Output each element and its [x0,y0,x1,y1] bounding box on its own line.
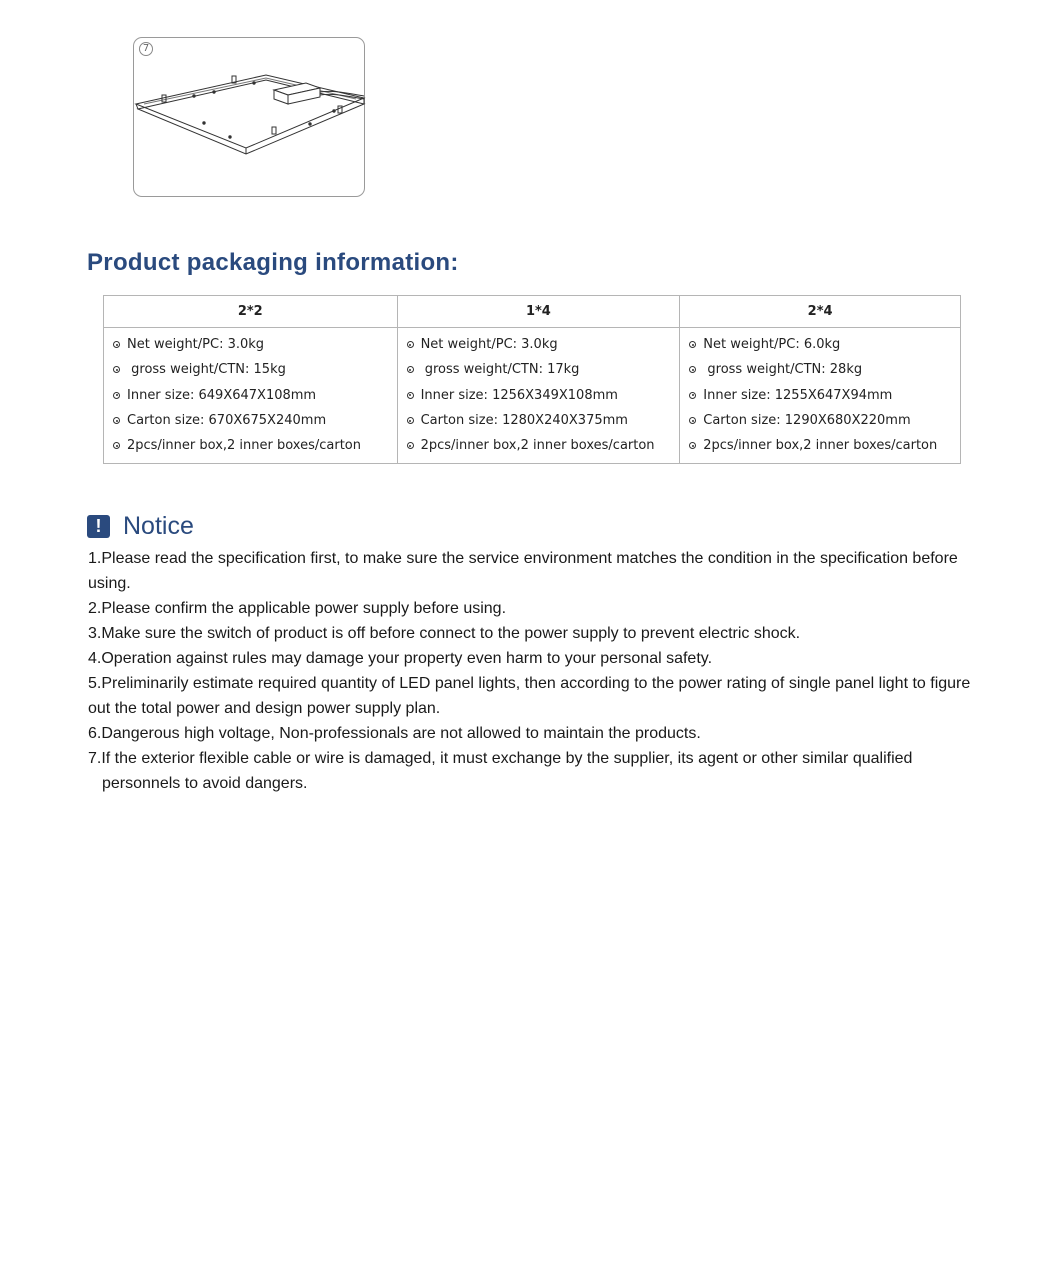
notice-item: 4.Operation against rules may damage your property even harm to your personal safety. [88,650,713,667]
spec-line: gross weight/CTN: 15kg [113,357,397,382]
spec-line: Carton size: 670X675X240mm [113,408,397,433]
packaging-table [103,295,961,464]
notice-list [88,546,988,796]
exclamation-icon: ! [87,515,110,538]
bullet-icon [113,341,120,348]
bullet-icon [113,417,120,424]
spec-line: Inner size: 1256X349X108mm [407,383,680,408]
notice-item: 2.Please confirm the applicable power supply before using. [88,600,507,617]
bullet-icon [689,366,696,373]
spec-line: Net weight/PC: 3.0kg [113,332,397,357]
column-header-2x2: 2*2 [104,296,398,328]
spec-line: 2pcs/inner box,2 inner boxes/carton [689,433,960,458]
bullet-icon [407,417,414,424]
packaging-section-title: Product packaging information: [87,249,459,276]
bullet-icon [407,341,414,348]
bullet-icon [689,417,696,424]
notice-title: Notice [123,511,194,540]
packaging-header-row [104,296,961,328]
spec-line: Net weight/PC: 6.0kg [689,332,960,357]
bullet-icon [407,442,414,449]
notice-heading [87,511,194,541]
bullet-icon [113,442,120,449]
bullet-icon [689,341,696,348]
spec-cell-2x4 [680,328,961,464]
notice-item: 6.Dangerous high voltage, Non-professionals are not allowed to maintain the products. [88,725,701,742]
spec-line: gross weight/CTN: 28kg [689,357,960,382]
bullet-icon [689,392,696,399]
spec-line: Net weight/PC: 3.0kg [407,332,680,357]
notice-item: 7.If the exterior flexible cable or wire is damaged, it must exchange by the supplier, its agent or other similar qualified personnels to avoid dangers. [88,750,913,792]
spec-line: Carton size: 1290X680X220mm [689,408,960,433]
bullet-icon [689,442,696,449]
spec-line: Inner size: 649X647X108mm [113,383,397,408]
spec-line: 2pcs/inner box,2 inner boxes/carton [407,433,680,458]
column-header-2x4: 2*4 [680,296,961,328]
spec-line: Inner size: 1255X647X94mm [689,383,960,408]
notice-item: 5.Preliminarily estimate required quantity of LED panel lights, then according to the power rating of single panel light to figure out the total power and design power supply plan. [88,675,971,717]
spec-cell-2x2 [104,328,398,464]
spec-line: Carton size: 1280X240X375mm [407,408,680,433]
column-header-1x4: 1*4 [397,296,680,328]
spec-line: 2pcs/inner box,2 inner boxes/carton [113,433,397,458]
packaging-spec-row [104,328,961,464]
notice-item: 1.Please read the specification first, to make sure the service environment matches the condition in the specification before using. [88,550,958,592]
step-number-badge: 7 [139,42,153,56]
bullet-icon [113,392,120,399]
bullet-icon [407,392,414,399]
bullet-icon [113,366,120,373]
installation-step-figure [133,37,365,197]
spec-line: gross weight/CTN: 17kg [407,357,680,382]
installed-panel-icon [134,38,366,198]
bullet-icon [407,366,414,373]
notice-item: 3.Make sure the switch of product is off before connect to the power supply to prevent electric shock. [88,625,801,642]
spec-cell-1x4 [397,328,680,464]
